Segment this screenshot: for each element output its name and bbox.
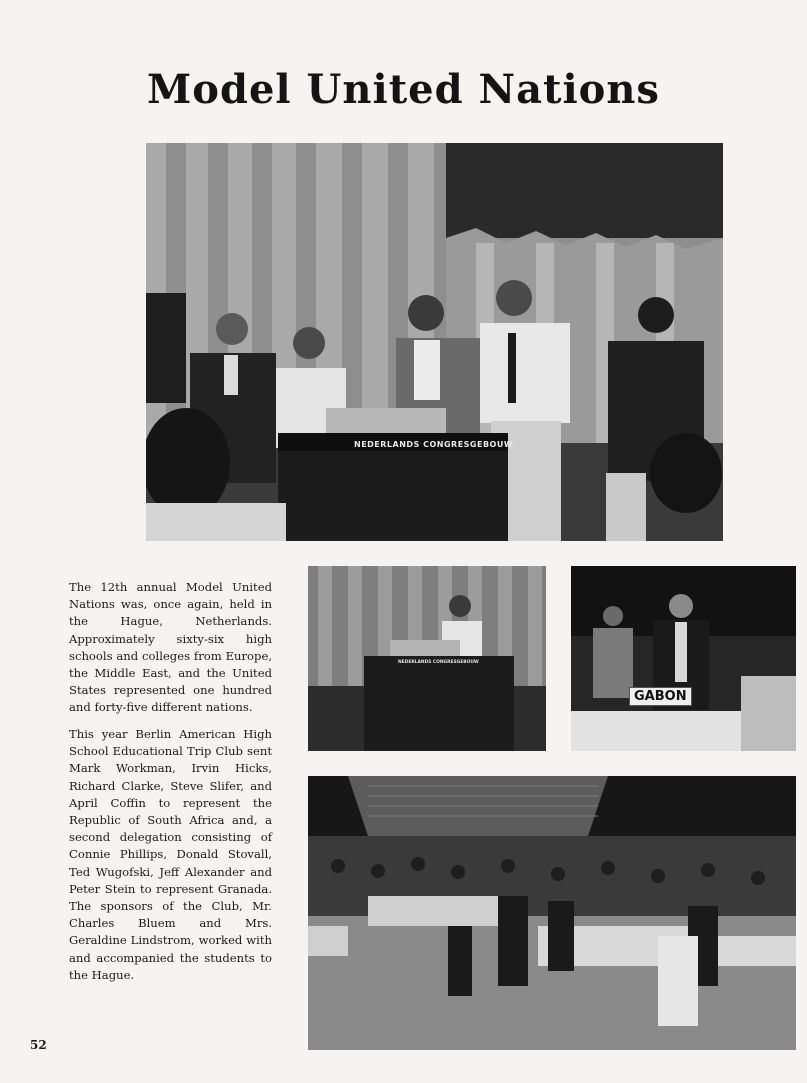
small-podium-sign: NEDERLANDS CONGRESGEBOUW [398,660,479,665]
page-number: 52 [30,1038,47,1052]
photo-conference-hall [308,776,796,1050]
article-paragraph-1: The 12th annual Model United Nations was, once again, held in the Hague, Netherlands. Approximately sixty-six high schools and colleges from Europe, the Middle East, and the United States represented one hundred and forty-five different nations. [69,580,272,715]
photo-delegation-at-podium [146,143,723,541]
article-paragraph-2: This year Berlin American High School Educational Trip Club sent Mark Workman, Irvin Hicks, Richard Clarke, Steve Slifer, and April Coffin to represent the Republic of South Africa and, a second delegation consisting of Connie Phillips, Donald Stovall, Ted Wugofski, Jeff Alexander and Peter Stein to represent Granada. The sponsors of the Club, Mr. Charles Bluem and Mrs. Geraldine Lindstrom, worked with and accompanied the students to the Hague. [69,727,272,982]
photo-speaker-at-podium [308,566,546,751]
page-title: Model United Nations [147,66,660,113]
podium-sign: NEDERLANDS CONGRESGEBOUW [354,440,514,449]
photo-gabon-delegation [571,566,796,751]
gabon-placard: GABON [629,687,692,706]
